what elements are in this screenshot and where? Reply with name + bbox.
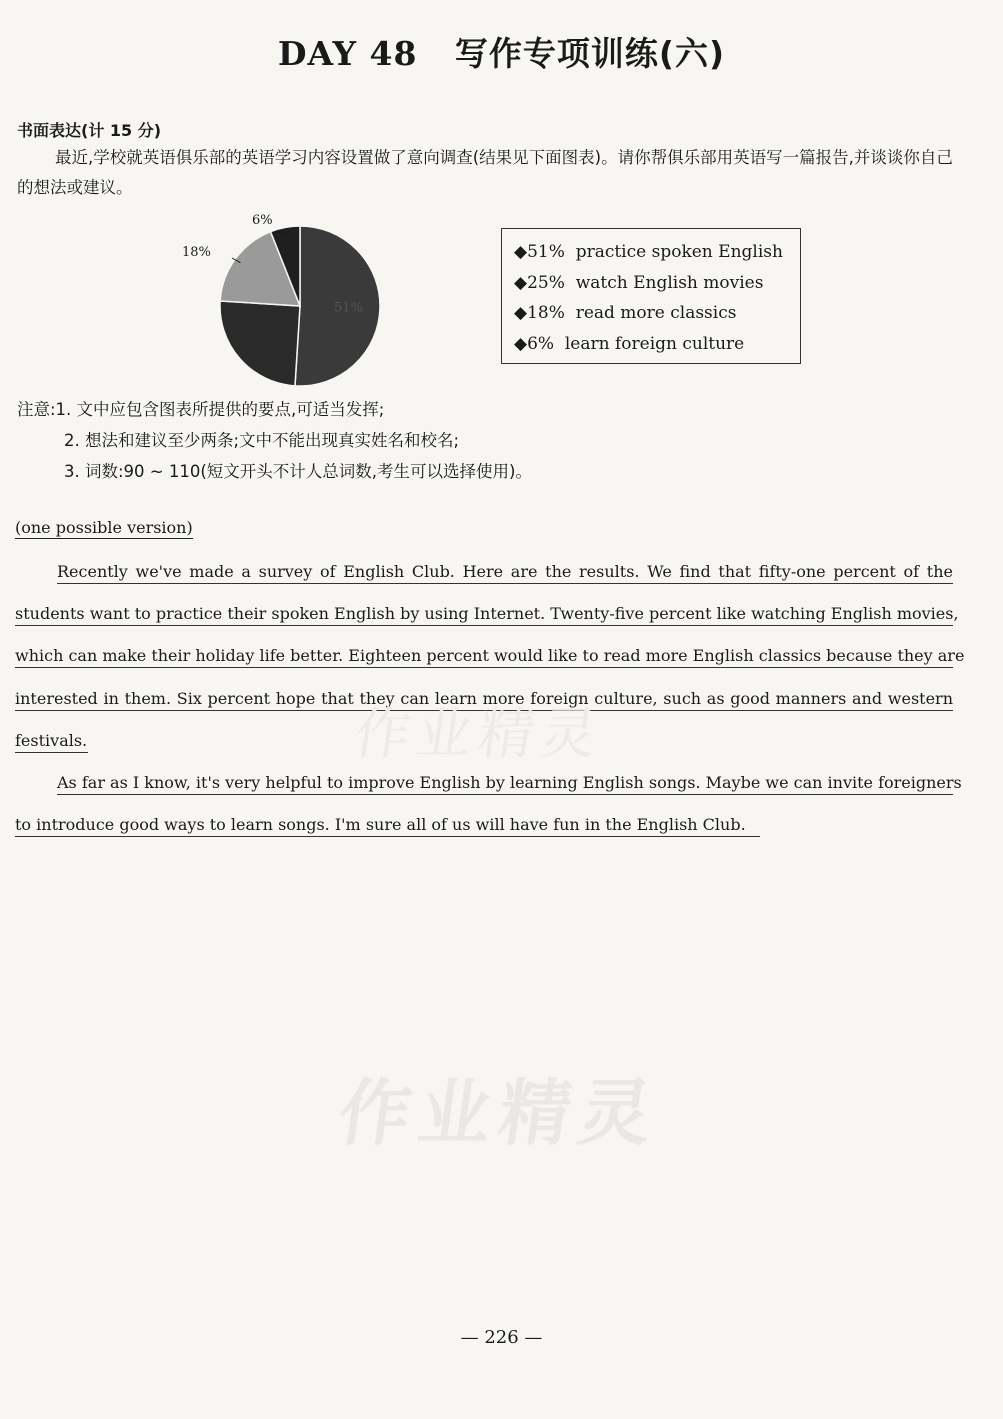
note-line: 3. 词数:90 ~ 110(短文开头不计人总词数,考生可以选择使用)。 (64, 462, 532, 481)
note-line: 注意:1. 文中应包含图表所提供的要点,可适当发挥; (17, 400, 385, 419)
watermark: 作业精灵 (349, 702, 607, 767)
slice-label: 18% (182, 245, 211, 260)
title-text: 写作专项训练(六) (454, 34, 726, 73)
watermark: 作业精灵 (333, 1071, 666, 1155)
essay-line: Recently we've made a survey of English Club. Here are the results. We find that fifty-one percent of the (57, 561, 953, 584)
essay-line: to introduce good ways to learn songs. I'm sure all of us will have fun in the English Club. (15, 814, 760, 837)
slice-label: 6% (252, 213, 273, 228)
essay-line: which can make their holiday life better. Eighteen percent would like to read more English classics because they are (15, 645, 953, 668)
note-line: 2. 想法和建议至少两条;文中不能出现真实姓名和校名; (64, 431, 460, 450)
essay-line: students want to practice their spoken English by using Internet. Twenty-five percent like watching English movies, (15, 603, 953, 626)
legend-item: ◆51% practice spoken English (514, 242, 783, 262)
legend-item: ◆18% read more classics (514, 303, 737, 323)
slice-label: 51% (333, 300, 363, 316)
chart-legend (501, 228, 801, 364)
essay-line: interested in them. Six percent hope that they can learn more foreign culture, such as good manners and western (15, 688, 953, 711)
section-label: 书面表达(计 15 分) (17, 121, 162, 140)
legend-item: ◆6% learn foreign culture (514, 333, 745, 354)
essay-line: As far as I know, it's very helpful to improve English by learning English songs. Maybe we can invite foreigners (57, 772, 953, 795)
page-number: — 226 — (460, 1327, 543, 1348)
legend-item: ◆25% watch English movies (514, 272, 764, 293)
writing-prompt: 最近,学校就英语俱乐部的英语学习内容设置做了意向调查(结果见下面图表)。请你帮俱乐部用英语写一篇报告,并谈谈你自己的想法或建议。 (17, 148, 953, 197)
version-label: (one possible version) (15, 518, 193, 537)
day-label: DAY 48 (277, 34, 418, 73)
essay-line: festivals. (15, 730, 88, 753)
pie-chart (170, 200, 400, 390)
page-title (0, 28, 1003, 75)
pie-slice (220, 301, 300, 386)
